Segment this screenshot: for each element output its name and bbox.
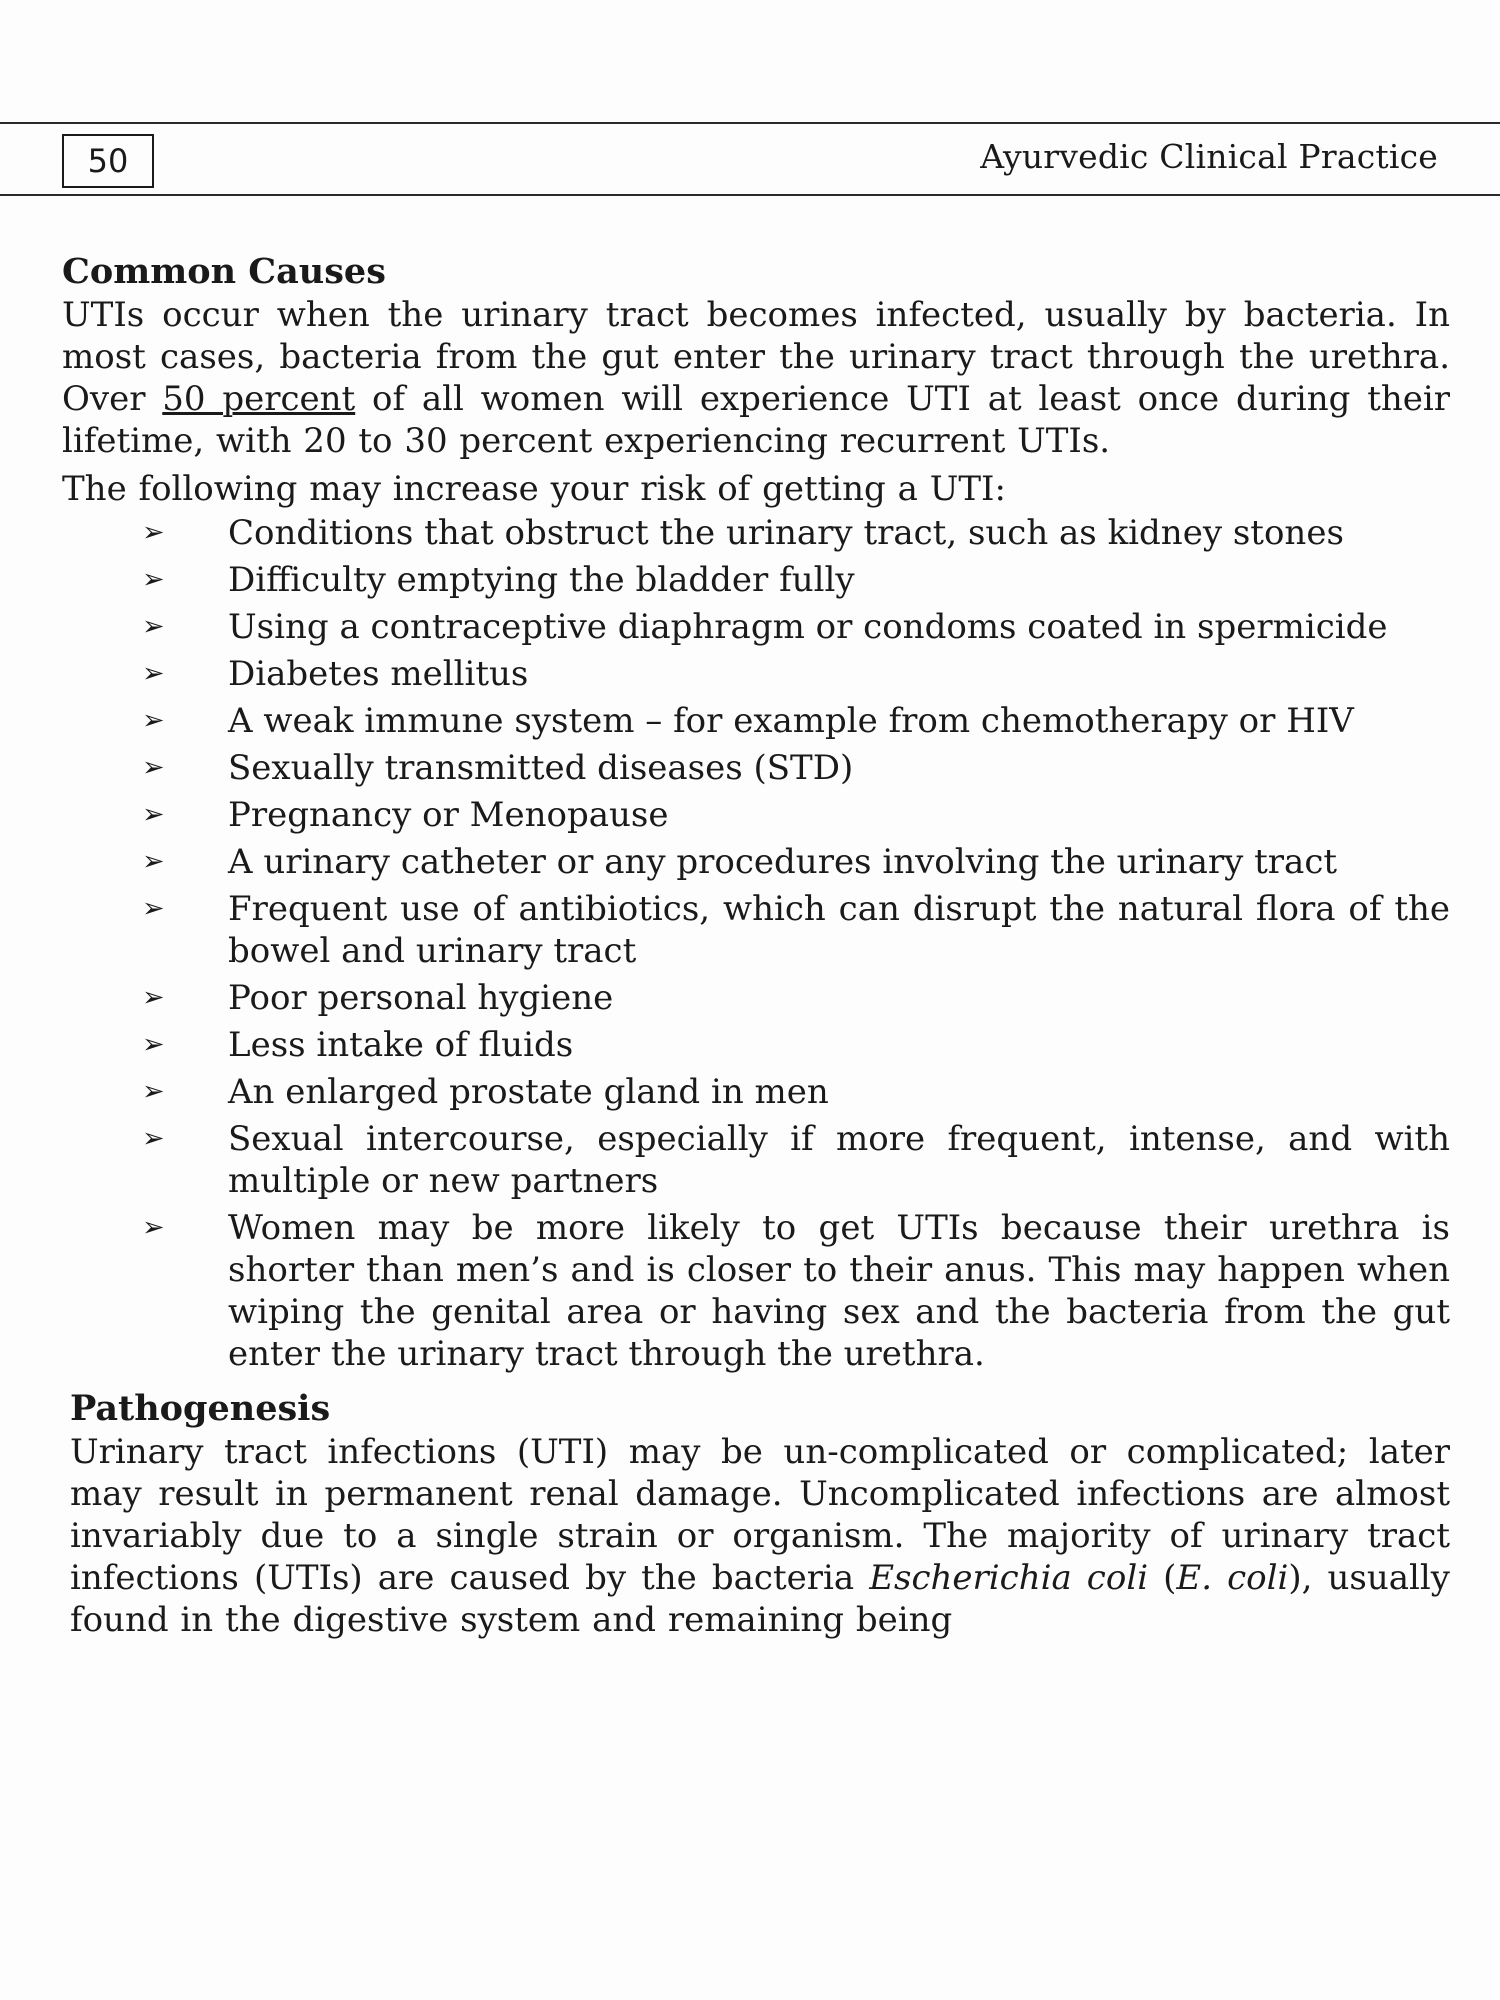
list-item-text: Diabetes mellitus xyxy=(228,653,529,694)
list-item-text: Difficulty emptying the bladder fully xyxy=(228,559,855,600)
list-item-text: Women may be more likely to get UTIs because their urethra is shorter than men’s and is closer to their anus. This may happen when wiping the genital area or having sex and the bacteria from the gut enter the urinary tract through the urethra. xyxy=(228,1207,1450,1374)
list-item xyxy=(62,653,1450,695)
intro-underlined-text: 50 percent xyxy=(162,378,356,419)
list-item-text: A weak immune system – for example from chemotherapy or HIV xyxy=(228,700,1354,741)
header-top-rule xyxy=(0,122,1500,124)
risk-factors-lead: The following may increase your risk of getting a UTI: xyxy=(62,468,1006,509)
common-causes-intro xyxy=(62,294,1450,462)
arrow-bullet-icon: ➢ xyxy=(142,845,165,877)
arrow-bullet-icon: ➢ xyxy=(142,610,165,642)
list-item-text: Conditions that obstruct the urinary tract, such as kidney stones xyxy=(228,512,1344,553)
arrow-bullet-icon: ➢ xyxy=(142,704,165,736)
arrow-bullet-icon: ➢ xyxy=(142,1028,165,1060)
section-title-common-causes: Common Causes xyxy=(62,251,386,292)
list-item-text: An enlarged prostate gland in men xyxy=(228,1071,829,1112)
risk-factor-list xyxy=(62,512,1450,1375)
list-item-text: Frequent use of antibiotics, which can disrupt the natural flora of the bowel and urinary tract xyxy=(228,888,1450,971)
list-item xyxy=(62,1207,1450,1375)
list-item-text: Less intake of fluids xyxy=(228,1024,574,1065)
list-item xyxy=(62,888,1450,972)
list-item-text: Pregnancy or Menopause xyxy=(228,794,669,835)
arrow-bullet-icon: ➢ xyxy=(142,1122,165,1154)
arrow-bullet-icon: ➢ xyxy=(142,1211,165,1243)
list-item xyxy=(62,1071,1450,1113)
list-item xyxy=(62,512,1450,554)
list-item xyxy=(62,794,1450,836)
list-item-text: Using a contraceptive diaphragm or condoms coated in spermicide xyxy=(228,606,1388,647)
list-item xyxy=(62,1024,1450,1066)
running-title: Ayurvedic Clinical Practice xyxy=(980,137,1438,176)
header-bottom-rule xyxy=(0,194,1500,196)
arrow-bullet-icon: ➢ xyxy=(142,981,165,1013)
intro-text-1: UTIs occur when the urinary tract becomes infected, usually by bacteria. In most cases, bacteria from the gut enter the urinary tract through the urethra. Over xyxy=(62,294,1450,419)
list-item-text: Poor personal hygiene xyxy=(228,977,614,1018)
list-item xyxy=(62,700,1450,742)
list-item xyxy=(62,977,1450,1019)
pathogenesis-section xyxy=(62,1387,1450,1641)
list-item xyxy=(62,747,1450,789)
list-item xyxy=(62,606,1450,648)
list-item-text: Sexual intercourse, especially if more frequent, intense, and with multiple or new partners xyxy=(228,1118,1450,1201)
list-item xyxy=(62,1118,1450,1202)
arrow-bullet-icon: ➢ xyxy=(142,563,165,595)
arrow-bullet-icon: ➢ xyxy=(142,798,165,830)
arrow-bullet-icon: ➢ xyxy=(142,751,165,783)
pathogenesis-text-1: Urinary tract infections (UTI) may be un-complicated or complicated; later may result in permanent renal damage. Uncomplicated infections are almost invariably due to a single strain or organism. The majority of urinary tract infections (UTIs) are caused by the bacteria xyxy=(70,1431,1450,1598)
arrow-bullet-icon: ➢ xyxy=(142,1075,165,1107)
list-item xyxy=(62,559,1450,601)
list-item-text: A urinary catheter or any procedures involving the urinary tract xyxy=(228,841,1338,882)
intro-text-2: of all women will experience UTI at least once during their lifetime, with 20 to 30 percent experiencing recurrent UTIs. xyxy=(62,378,1451,461)
arrow-bullet-icon: ➢ xyxy=(142,516,165,548)
pathogenesis-text-2: ( xyxy=(1148,1557,1177,1598)
page-number: 50 xyxy=(62,134,154,188)
arrow-bullet-icon: ➢ xyxy=(142,892,165,924)
pathogenesis-text xyxy=(70,1431,1450,1641)
common-causes-section xyxy=(62,250,1450,1375)
organism-abbreviation: E. coli xyxy=(1176,1557,1289,1598)
page-content xyxy=(62,250,1450,1641)
organism-name: Escherichia coli xyxy=(869,1557,1149,1598)
pathogenesis-text-3: ), usually found in the digestive system and remaining being xyxy=(70,1557,1451,1640)
arrow-bullet-icon: ➢ xyxy=(142,657,165,689)
section-title-pathogenesis: Pathogenesis xyxy=(70,1387,331,1429)
list-item xyxy=(62,841,1450,883)
list-item-text: Sexually transmitted diseases (STD) xyxy=(228,747,854,788)
